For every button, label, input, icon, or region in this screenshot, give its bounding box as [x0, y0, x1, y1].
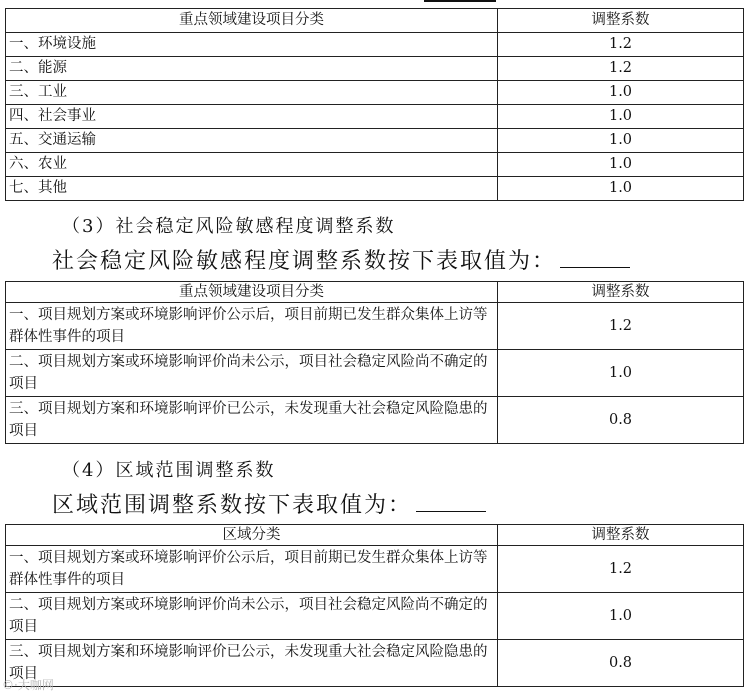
row-coefficient: 1.0 [498, 177, 744, 201]
row-coefficient: 1.2 [498, 546, 744, 593]
header-coefficient: 调整系数 [498, 525, 744, 546]
row-coefficient: 1.0 [498, 350, 744, 397]
table-row [6, 81, 744, 105]
table-row [6, 153, 744, 177]
row-category: 一、环境设施 [6, 33, 498, 57]
section-4-body [52, 488, 486, 519]
row-coefficient: 1.0 [498, 593, 744, 640]
row-category: 六、农业 [6, 153, 498, 177]
table-row [6, 129, 744, 153]
table-row [6, 303, 744, 350]
table-row [6, 33, 744, 57]
table-header-row [6, 525, 744, 546]
table-row [6, 57, 744, 81]
table-row [6, 177, 744, 201]
row-coefficient: 1.2 [498, 33, 744, 57]
table-row [6, 397, 744, 444]
table-row [6, 105, 744, 129]
row-category: 四、社会事业 [6, 105, 498, 129]
top-rule [424, 0, 496, 2]
header-coefficient: 调整系数 [498, 9, 744, 33]
header-category: 重点领域建设项目分类 [6, 282, 498, 303]
key-area-coefficient-table [5, 8, 744, 201]
table-row [6, 640, 744, 687]
row-category: 七、其他 [6, 177, 498, 201]
section-4-text: 区域范围调整系数按下表取值为： [52, 493, 413, 518]
row-category: 三、项目规划方案和环境影响评价已公示，未发现重大社会稳定风险隐患的项目 [6, 640, 498, 687]
row-category: 二、能源 [6, 57, 498, 81]
row-coefficient: 1.0 [498, 105, 744, 129]
watermark-logo: ©·大咖网 [2, 678, 54, 692]
regional-scope-coefficient-table [5, 524, 744, 687]
header-coefficient: 调整系数 [498, 282, 744, 303]
row-category: 五、交通运输 [6, 129, 498, 153]
row-coefficient: 0.8 [498, 640, 744, 687]
table-row [6, 546, 744, 593]
row-category: 一、项目规划方案或环境影响评价公示后，项目前期已发生群众集体上访等群体性事件的项目 [6, 303, 498, 350]
table-row [6, 593, 744, 640]
row-coefficient: 0.8 [498, 397, 744, 444]
row-category: 三、工业 [6, 81, 498, 105]
header-category: 重点领域建设项目分类 [6, 9, 498, 33]
fill-in-blank [560, 249, 630, 268]
table-row [6, 350, 744, 397]
fill-in-blank [416, 493, 486, 512]
row-category: 一、项目规划方案或环境影响评价公示后，项目前期已发生群众集体上访等群体性事件的项目 [6, 546, 498, 593]
section-4-title: （4）区域范围调整系数 [62, 460, 276, 481]
row-category: 二、项目规划方案或环境影响评价尚未公示，项目社会稳定风险尚不确定的项目 [6, 350, 498, 397]
table-header-row [6, 282, 744, 303]
table-header-row [6, 9, 744, 33]
row-coefficient: 1.0 [498, 81, 744, 105]
row-category: 三、项目规划方案和环境影响评价已公示，未发现重大社会稳定风险隐患的项目 [6, 397, 498, 444]
row-coefficient: 1.0 [498, 153, 744, 177]
row-coefficient: 1.2 [498, 57, 744, 81]
social-stability-coefficient-table [5, 281, 744, 444]
header-category: 区域分类 [6, 525, 498, 546]
row-coefficient: 1.2 [498, 303, 744, 350]
section-3-title: （3）社会稳定风险敏感程度调整系数 [62, 216, 396, 237]
section-3-body [52, 244, 630, 275]
row-category: 二、项目规划方案或环境影响评价尚未公示，项目社会稳定风险尚不确定的项目 [6, 593, 498, 640]
row-coefficient: 1.0 [498, 129, 744, 153]
section-3-text: 社会稳定风险敏感程度调整系数按下表取值为： [52, 249, 557, 274]
